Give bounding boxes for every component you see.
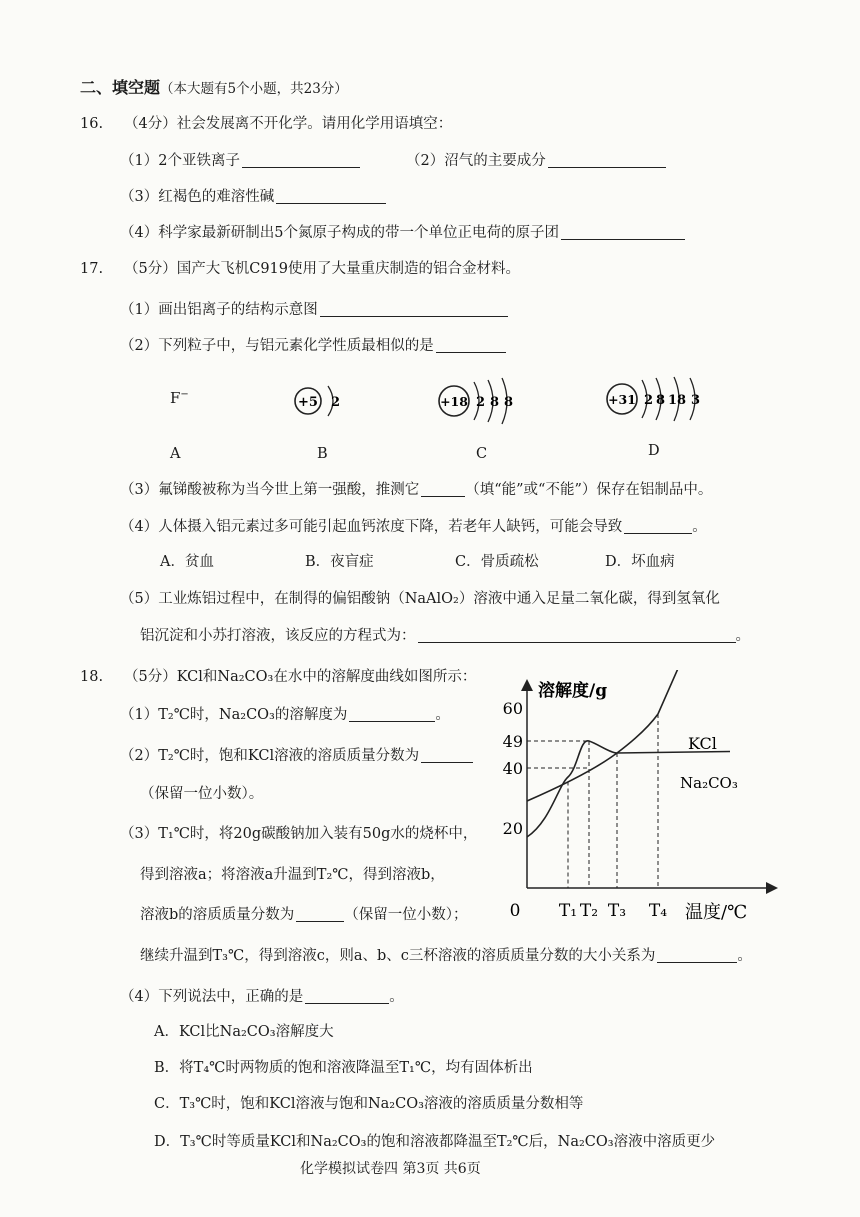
q17-part4-text: （4）人体摄入铝元素过多可能引起血钙浓度下降，若老年人缺钙，可能会导致 <box>120 519 623 535</box>
q17-part3-text-a: （3）氟锑酸被称为当今世上第一强酸，推测它 <box>120 482 420 498</box>
q18-part3-line4 <box>140 948 752 964</box>
particle-c-nucleus: +18 <box>440 394 468 409</box>
particle-b-nucleus: +5 <box>298 395 318 410</box>
section-title: 二、填空题 <box>80 78 161 97</box>
x-tick-label-1: T₁ <box>558 901 578 921</box>
q17-part3-text-b: （填“能”或“不能”）保存在铝制品中。 <box>465 482 713 498</box>
q17-part1 <box>120 302 508 318</box>
chart-labels <box>503 680 748 923</box>
q17-part4 <box>120 519 707 535</box>
q17-part2-text: （2）下列粒子中，与铝元素化学性质最相似的是 <box>120 338 434 354</box>
particle-d-nucleus: +31 <box>608 392 636 407</box>
q16-part1 <box>120 153 360 169</box>
x-tick-label-0: 0 <box>509 901 521 921</box>
q18-option-b[interactable]: B．将T₄℃时两物质的饱和溶液降温至T₁℃，均有固体析出 <box>154 1060 533 1076</box>
q18-part4-text: （4）下列说法中，正确的是 <box>120 989 304 1005</box>
q16-part2-text: （2）沼气的主要成分 <box>406 153 546 169</box>
q17-option-a[interactable]: A．贫血 <box>160 554 214 570</box>
section-header <box>80 80 348 97</box>
q16-blank-1[interactable] <box>242 153 360 168</box>
page-footer: 化学模拟试卷四 第3页 共6页 <box>300 1161 481 1177</box>
particle-a-element: F <box>170 389 181 407</box>
q18-part1-text: （1）T₂℃时，Na₂CO₃的溶解度为 <box>120 707 348 723</box>
q18-part3-line1: （3）T₁℃时，将20g碳酸钠加入装有50g水的烧杯中， <box>120 826 478 842</box>
particle-a-charge: − <box>180 389 189 400</box>
q16-stem: （4分）社会发展离不开化学。请用化学用语填空： <box>124 116 453 132</box>
q16-part3 <box>120 189 386 205</box>
particle-c-shell-1: 2 <box>476 395 486 410</box>
q17-part5-end: 。 <box>735 628 750 644</box>
q18-part3-text-d: （保留一位小数）； <box>344 907 468 923</box>
q17-part5-text: 铝沉淀和小苏打溶液，该反应的方程式为： <box>140 628 416 644</box>
particle-a-letter: A <box>170 446 181 462</box>
q18-part4 <box>120 989 404 1005</box>
q18-blank-2[interactable] <box>421 748 473 763</box>
particle-d-shell-3: 18 <box>668 393 687 408</box>
particle-b-letter: B <box>317 446 328 462</box>
q18-part1-end: 。 <box>435 707 450 723</box>
q17-number: 17. <box>80 261 104 277</box>
q16-blank-2[interactable] <box>548 153 666 168</box>
q18-part4-end: 。 <box>389 989 404 1005</box>
q18-part2-text: （2）T₂℃时，饱和KCl溶液的溶质质量分数为 <box>120 748 420 764</box>
y-axis-label: 溶解度/g <box>538 681 608 701</box>
particle-c-shell-3: 8 <box>504 395 514 410</box>
q18-part1 <box>120 707 450 723</box>
q16-blank-4[interactable] <box>561 225 685 240</box>
q18-option-d[interactable]: D．T₃℃时等质量KCl和Na₂CO₃的饱和溶液都降温至T₂℃后，Na₂CO₃溶液中溶质更少 <box>154 1134 716 1150</box>
solubility-chart <box>490 670 790 930</box>
series-kcl-label: KCl <box>688 734 717 753</box>
series-na2co3-label: Na₂CO₃ <box>680 774 738 792</box>
section-note: （本大题有5个小题，共23分） <box>160 81 348 97</box>
q18-option-c[interactable]: C．T₃℃时，饱和KCl溶液与饱和Na₂CO₃溶液的溶质质量分数相等 <box>154 1096 584 1112</box>
q17-option-d[interactable]: D．坏血病 <box>605 554 675 570</box>
x-tick-label-4: T₄ <box>648 901 668 921</box>
q16-number: 16. <box>80 116 104 132</box>
q18-stem: （5分）KCl和Na₂CO₃在水中的溶解度曲线如图所示： <box>124 669 477 685</box>
y-tick-label-60: 60 <box>502 699 523 718</box>
q18-blank-1[interactable] <box>349 707 435 722</box>
particle-b-shell-1: 2 <box>331 395 341 410</box>
q18-part2 <box>120 748 473 764</box>
q16-part2 <box>406 153 666 169</box>
q18-option-a[interactable]: A．KCl比Na₂CO₃溶解度大 <box>154 1024 334 1040</box>
particle-d-shell-1: 2 <box>644 393 654 408</box>
q17-option-c[interactable]: C．骨质疏松 <box>455 554 539 570</box>
q17-blank-1[interactable] <box>320 302 508 317</box>
q18-blank-3[interactable] <box>296 907 344 922</box>
particle-b-diagram <box>292 376 362 426</box>
q18-blank-4[interactable] <box>657 948 737 963</box>
q17-part5-line2 <box>140 628 750 644</box>
q17-blank-4[interactable] <box>624 519 692 534</box>
x-tick-label-2: T₂ <box>579 901 599 921</box>
q17-option-b[interactable]: B．夜盲症 <box>305 554 374 570</box>
q17-blank-2[interactable] <box>436 338 506 353</box>
particle-c-diagram <box>436 372 536 430</box>
q17-part3 <box>120 482 712 498</box>
q16-blank-3[interactable] <box>276 189 386 204</box>
q17-stem: （5分）国产大飞机C919使用了大量重庆制造的铝合金材料。 <box>124 261 520 277</box>
q18-part3-end: 。 <box>737 948 752 964</box>
q17-part1-text: （1）画出铝离子的结构示意图 <box>120 302 318 318</box>
chart-guides <box>527 714 658 888</box>
x-tick-label-3: T₃ <box>607 901 627 921</box>
particle-d-shell-4: 3 <box>691 393 701 408</box>
particle-d-diagram <box>604 372 724 430</box>
q18-part3-line2: 得到溶液a；将溶液a升温到T₂℃，得到溶液b， <box>140 867 445 883</box>
q18-number: 18. <box>80 669 104 685</box>
q17-part4-end: 。 <box>692 519 707 535</box>
particle-c-shell-2: 8 <box>490 395 500 410</box>
q18-blank-5[interactable] <box>305 989 389 1004</box>
y-tick-label-40: 40 <box>502 759 523 778</box>
particle-c-letter: C <box>476 446 488 462</box>
q17-blank-3[interactable] <box>421 482 465 497</box>
y-tick-label-49: 49 <box>502 732 523 751</box>
q17-blank-5[interactable] <box>418 628 736 643</box>
q18-part3-text-e: 继续升温到T₃℃，得到溶液c，则a、b、c三杯溶液的溶质质量分数的大小关系为 <box>140 948 656 964</box>
q17-part5-line1: （5）工业炼铝过程中，在制得的偏铝酸钠（NaAlO₂）溶液中通入足量二氧化碳，得到氢氧化 <box>120 591 720 607</box>
q18-part2-note: （保留一位小数）。 <box>140 786 264 802</box>
particle-d-letter: D <box>648 443 660 459</box>
q18-part3-line3 <box>140 907 468 923</box>
q17-part2 <box>120 338 506 354</box>
q16-part1-text: （1）2个亚铁离子 <box>120 153 240 169</box>
particle-d-shell-2: 8 <box>656 393 666 408</box>
q18-part3-text-c: 溶液b的溶质质量分数为 <box>140 907 295 923</box>
q16-part4 <box>120 225 685 241</box>
q16-part3-text: （3）红褐色的难溶性碱 <box>120 189 275 205</box>
x-axis-label: 温度/℃ <box>685 902 748 923</box>
y-tick-label-20: 20 <box>502 819 523 838</box>
q16-part4-text: （4）科学家最新研制出5个氮原子构成的带一个单位正电荷的原子团 <box>120 225 559 241</box>
particle-a-symbol <box>170 390 189 406</box>
